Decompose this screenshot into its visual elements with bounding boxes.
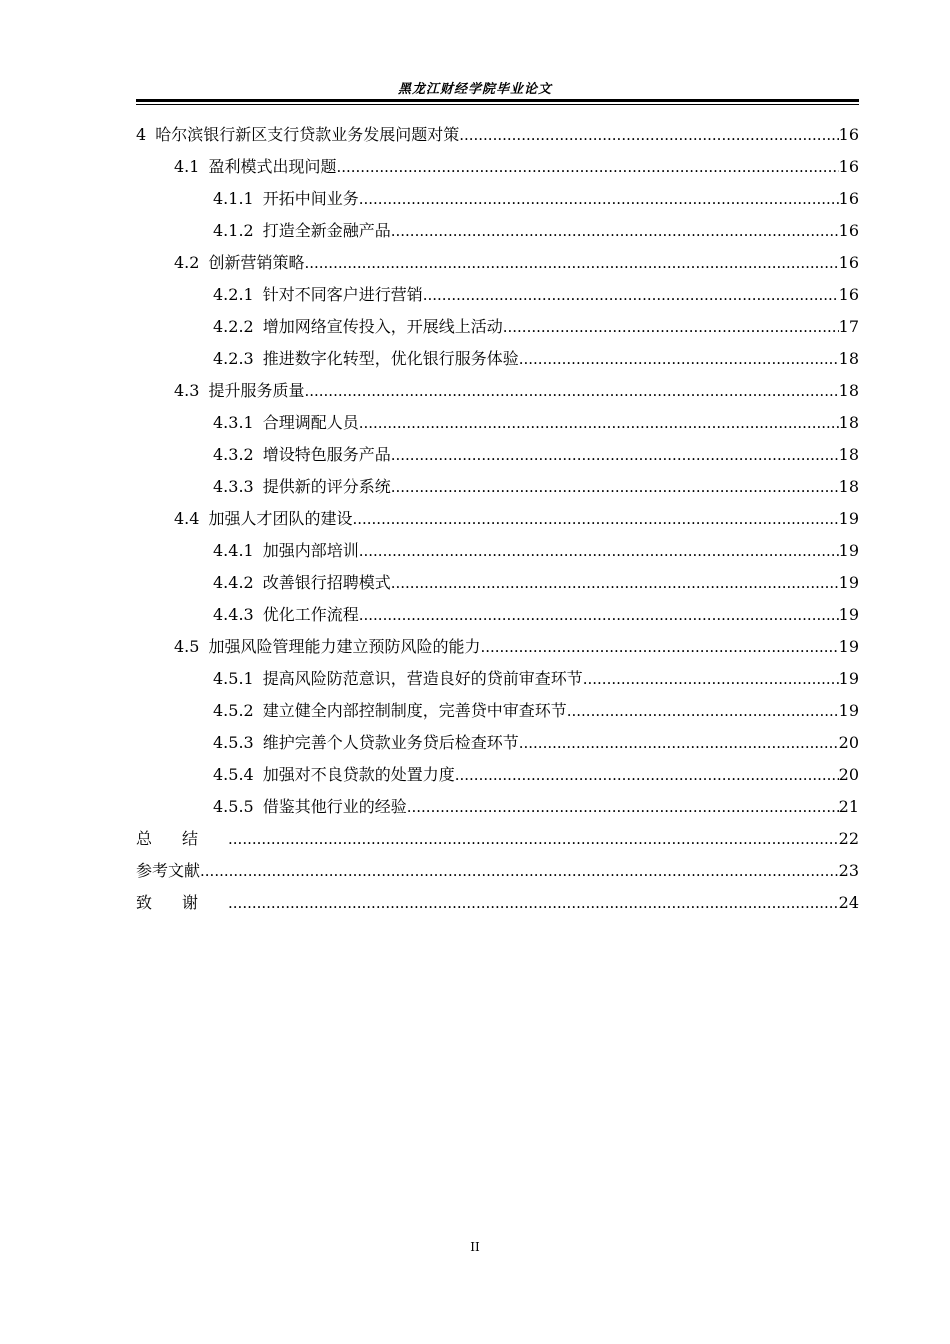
toc-entry-title: 盈利模式出现问题 [208, 157, 337, 176]
toc-entry-label [213, 535, 359, 567]
toc-entry-label [213, 215, 391, 247]
toc-entry-title: 加强人才团队的建设 [208, 509, 353, 528]
toc-leader-dots [391, 471, 839, 503]
toc-leader-dots [519, 343, 839, 375]
toc-entry[interactable] [136, 535, 859, 567]
toc-entry[interactable] [136, 375, 859, 407]
toc-entry-title: 总结 [136, 829, 229, 848]
toc-entry-number: 4.5.4 [213, 765, 254, 784]
toc-leader-dots [352, 503, 838, 535]
toc-leader-dots [455, 759, 839, 791]
toc-entry-label [213, 727, 519, 759]
toc-entry[interactable] [136, 823, 859, 855]
toc-entry[interactable] [136, 695, 859, 727]
document-header-title: 黑龙江财经学院毕业论文 [397, 82, 552, 97]
toc-entry[interactable] [136, 759, 859, 791]
toc-leader-dots [423, 279, 839, 311]
toc-entry-page: 19 [838, 669, 859, 688]
toc-leader-dots [359, 599, 839, 631]
toc-entry[interactable] [136, 663, 859, 695]
toc-entry[interactable] [136, 119, 859, 151]
toc-entry-label [213, 663, 583, 695]
toc-entry[interactable] [136, 567, 859, 599]
toc-entry-number: 4.4.2 [213, 573, 254, 592]
toc-entry-page: 18 [838, 477, 859, 496]
toc-leader-dots [567, 695, 839, 727]
toc-entry-label [174, 375, 304, 407]
toc-entry-number: 4.3.3 [213, 477, 254, 496]
toc-entry-page: 21 [838, 797, 859, 816]
toc-entry-number: 4.2 [174, 253, 200, 272]
toc-entry-page: 16 [838, 189, 859, 208]
toc-entry[interactable] [136, 279, 859, 311]
toc-entry-title: 优化工作流程 [262, 605, 359, 624]
toc-entry-page: 19 [838, 573, 859, 592]
toc-entry-title: 增加网络宣传投入，开展线上活动 [262, 317, 503, 336]
toc-entry-title: 致谢 [136, 893, 229, 912]
toc-entry[interactable] [136, 343, 859, 375]
toc-entry-title: 维护完善个人贷款业务贷后检查环节 [262, 733, 519, 752]
toc-entry-label [174, 503, 352, 535]
toc-leader-dots [391, 215, 839, 247]
toc-entry-number: 4.4.1 [213, 541, 254, 560]
toc-entry-title: 哈尔滨银行新区支行贷款业务发展问题对策 [155, 125, 460, 144]
toc-entry-page: 19 [838, 637, 859, 656]
toc-entry-number: 4.5.2 [213, 701, 254, 720]
toc-entry-title: 建立健全内部控制制度，完善贷中审查环节 [262, 701, 567, 720]
toc-entry[interactable] [136, 791, 859, 823]
toc-entry-page: 23 [838, 861, 859, 880]
toc-entry-page: 19 [838, 509, 859, 528]
toc-leader-dots [228, 823, 839, 855]
toc-leader-dots [359, 407, 839, 439]
toc-entry[interactable] [136, 215, 859, 247]
toc-entry-label [213, 183, 359, 215]
toc-entry[interactable] [136, 471, 859, 503]
toc-entry[interactable] [136, 727, 859, 759]
toc-entry[interactable] [136, 439, 859, 471]
toc-entry-label [213, 279, 423, 311]
toc-entry-label [213, 791, 407, 823]
toc-entry[interactable] [136, 855, 859, 887]
toc-leader-dots [336, 151, 838, 183]
toc-entry-label [213, 343, 519, 375]
toc-entry-number: 4.2.1 [213, 285, 254, 304]
toc-entry-title: 针对不同客户进行营销 [262, 285, 423, 304]
toc-entry-page: 18 [838, 381, 859, 400]
toc-entry-title: 创新营销策略 [208, 253, 305, 272]
toc-entry-number: 4.3 [174, 381, 200, 400]
toc-leader-dots [359, 535, 839, 567]
toc-entry-page: 18 [838, 445, 859, 464]
toc-entry-number: 4.1.2 [213, 221, 254, 240]
toc-entry-title: 开拓中间业务 [262, 189, 359, 208]
toc-entry-title: 加强内部培训 [262, 541, 359, 560]
toc-leader-dots [228, 887, 839, 919]
toc-entry-title: 提升服务质量 [208, 381, 305, 400]
toc-entry-label [136, 855, 200, 887]
toc-entry-title: 推进数字化转型，优化银行服务体验 [262, 349, 519, 368]
toc-entry[interactable] [136, 599, 859, 631]
toc-entry-title: 提高风险防范意识，营造良好的贷前审查环节 [262, 669, 583, 688]
toc-entry-label [213, 471, 391, 503]
toc-entry-page: 16 [838, 253, 859, 272]
toc-entry-label [213, 695, 567, 727]
toc-entry-title: 借鉴其他行业的经验 [262, 797, 407, 816]
toc-entry-label [213, 311, 503, 343]
toc-entry-page: 16 [838, 125, 859, 144]
toc-entry[interactable] [136, 311, 859, 343]
toc-entry-number: 4.1.1 [213, 189, 254, 208]
toc-entry-page: 19 [838, 541, 859, 560]
toc-entry-page: 20 [838, 765, 859, 784]
toc-leader-dots [519, 727, 839, 759]
toc-entry-number: 4.4 [174, 509, 200, 528]
toc-entry-title: 合理调配人员 [262, 413, 359, 432]
toc-entry[interactable] [136, 631, 859, 663]
toc-entry-label [213, 599, 359, 631]
toc-entry-title: 增设特色服务产品 [262, 445, 391, 464]
toc-entry[interactable] [136, 407, 859, 439]
toc-entry-label [213, 407, 359, 439]
toc-leader-dots [304, 247, 838, 279]
toc-entry-page: 18 [838, 413, 859, 432]
toc-entry-page: 20 [838, 733, 859, 752]
toc-entry-number: 4.2.3 [213, 349, 254, 368]
header-rule-thick [136, 99, 859, 102]
toc-entry-label [213, 439, 391, 471]
toc-entry-label [174, 631, 480, 663]
toc-entry[interactable] [136, 503, 859, 535]
toc-entry-label [136, 119, 459, 151]
toc-leader-dots [407, 791, 839, 823]
toc-entry-title: 加强对不良贷款的处置力度 [262, 765, 455, 784]
toc-entry-page: 16 [838, 157, 859, 176]
toc-entry-page: 18 [838, 349, 859, 368]
toc-entry-number: 4.1 [174, 157, 200, 176]
header-rule-thin [136, 104, 859, 105]
toc-entry[interactable] [136, 183, 859, 215]
toc-entry-page: 19 [838, 701, 859, 720]
toc-leader-dots [304, 375, 838, 407]
toc-entry-title: 参考文献 [136, 861, 201, 880]
toc-leader-dots [480, 631, 838, 663]
toc-entry-number: 4.5 [174, 637, 200, 656]
toc-entry-label [136, 823, 228, 855]
toc-entry-page: 19 [838, 605, 859, 624]
toc-leader-dots [200, 855, 839, 887]
toc-entry-page: 24 [838, 893, 859, 912]
toc-entry-label [174, 247, 304, 279]
toc-entry-page: 17 [838, 317, 859, 336]
toc-leader-dots [359, 183, 839, 215]
toc-entry-number: 4 [136, 125, 147, 144]
toc-entry-title: 打造全新金融产品 [262, 221, 391, 240]
toc-entry[interactable] [136, 887, 859, 919]
toc-entry[interactable] [136, 247, 859, 279]
toc-entry-number: 4.4.3 [213, 605, 254, 624]
toc-entry-number: 4.3.1 [213, 413, 254, 432]
toc-entry-page: 22 [838, 829, 859, 848]
toc-entry-page: 16 [838, 221, 859, 240]
toc-leader-dots [391, 439, 839, 471]
toc-entry-number: 4.5.1 [213, 669, 254, 688]
toc-entry-label [174, 151, 336, 183]
toc-entry-label [213, 759, 455, 791]
page-number: II [470, 1240, 480, 1254]
toc-entry-number: 4.3.2 [213, 445, 254, 464]
table-of-contents [136, 119, 859, 919]
toc-entry[interactable] [136, 151, 859, 183]
toc-entry-number: 4.5.3 [213, 733, 254, 752]
toc-entry-title: 改善银行招聘模式 [262, 573, 391, 592]
toc-leader-dots [503, 311, 839, 343]
toc-entry-page: 16 [838, 285, 859, 304]
toc-entry-label [136, 887, 228, 919]
toc-leader-dots [583, 663, 839, 695]
toc-leader-dots [391, 567, 839, 599]
toc-entry-title: 加强风险管理能力建立预防风险的能力 [208, 637, 481, 656]
toc-entry-number: 4.2.2 [213, 317, 254, 336]
toc-leader-dots [459, 119, 838, 151]
toc-entry-title: 提供新的评分系统 [262, 477, 391, 496]
toc-entry-number: 4.5.5 [213, 797, 254, 816]
toc-entry-label [213, 567, 391, 599]
